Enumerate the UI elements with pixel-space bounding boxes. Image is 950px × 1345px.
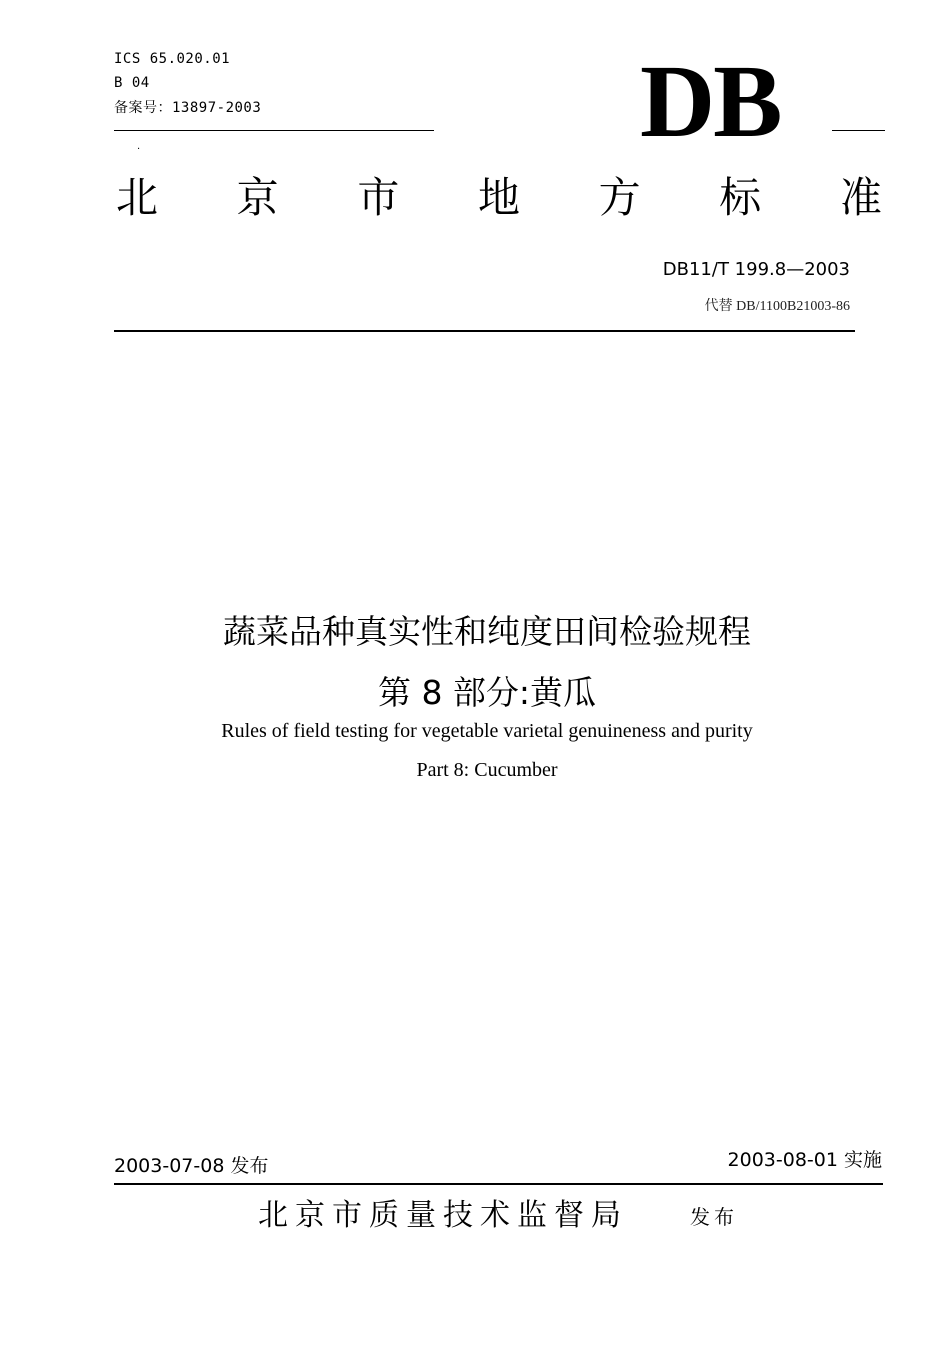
title-en-part: Part 8: Cucumber	[416, 759, 558, 781]
standard-rule	[114, 330, 855, 332]
logo-underline	[832, 130, 885, 131]
title-cn-main: 蔬菜品种真实性和纯度田间检验规程	[223, 612, 751, 651]
standard-type-char: 北	[116, 173, 159, 222]
stray-dot: .	[137, 141, 141, 152]
publish-label: 发布	[690, 1205, 738, 1229]
standard-number: DB11/T 199.8—2003	[662, 259, 850, 280]
record-number: 备案号：13897-2003	[114, 100, 262, 116]
implementation-date: 2003-08-01 实施	[727, 1149, 882, 1171]
standard-type-char: 地	[477, 173, 520, 222]
db-logo: DB	[640, 44, 781, 159]
standard-type-char: 市	[357, 173, 400, 222]
standard-type	[116, 174, 882, 222]
standard-type-char: 京	[236, 173, 279, 222]
title-cn-part: 第 8 部分:黄瓜	[377, 673, 597, 712]
standard-type-char: 准	[839, 173, 882, 222]
publisher-name: 北京市质量技术监督局	[258, 1198, 628, 1233]
ics-code: ICS 65.020.01	[114, 51, 231, 67]
title-en-main: Rules of field testing for vegetable varietal genuineness and purity	[221, 720, 753, 742]
replaces-standard: 代替 DB/1100B21003-86	[704, 299, 850, 314]
category-code: B 04	[114, 75, 150, 91]
header-left-rule	[114, 130, 434, 131]
standard-type-char: 标	[719, 173, 762, 222]
footer-rule	[114, 1183, 883, 1185]
standard-type-char: 方	[598, 173, 641, 222]
issue-date: 2003-07-08 发布	[114, 1155, 269, 1177]
